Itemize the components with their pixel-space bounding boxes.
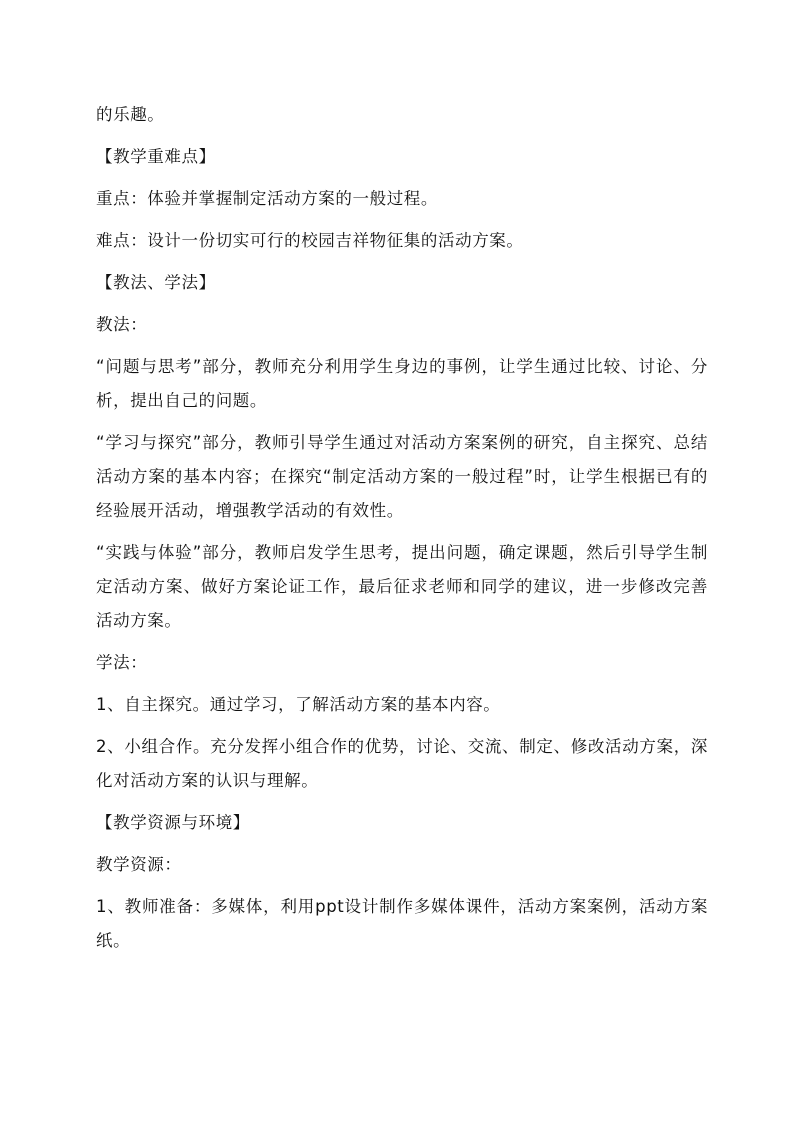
paragraph-study-explore: “学习与探究”部分，教师引导学生通过对活动方案案例的研究，自主探究、总结活动方案的基本内容；在探究“制定活动方案的一般过程”时，让学生根据已有的经验展开活动，增强教学活动的有效性。: [96, 433, 708, 520]
paragraph-key-point: 重点：体验并掌握制定活动方案的一般过程。: [96, 189, 438, 208]
section-heading-resources: 【教学资源与环境】: [96, 813, 250, 832]
paragraph-teacher-preparation: 1、教师准备：多媒体，利用ppt设计制作多媒体课件，活动方案案例，活动方案纸。: [96, 897, 708, 950]
subheading-teaching-resources: 教学资源：: [96, 855, 182, 874]
section-heading-methods: 【教法、学法】: [96, 273, 216, 292]
section-heading-key-points: 【教学重难点】: [96, 147, 216, 166]
paragraph-self-explore: 1、自主探究。通过学习，了解活动方案的基本内容。: [96, 695, 501, 714]
document-body: [96, 98, 708, 966]
subheading-learning-method: 学法：: [96, 653, 148, 672]
paragraph-continuation: 的乐趣。: [96, 105, 165, 124]
paragraph-question-thinking: “问题与思考”部分，教师充分利用学生身边的事例，让学生通过比较、讨论、分析，提出自己的问题。: [96, 357, 708, 410]
subheading-teaching-method: 教法：: [96, 315, 148, 334]
paragraph-difficult-point: 难点：设计一份切实可行的校园吉祥物征集的活动方案。: [96, 231, 524, 250]
paragraph-group-cooperation: 2、小组合作。充分发挥小组合作的优势，讨论、交流、制定、修改活动方案，深化对活动方案的认识与理解。: [96, 737, 708, 790]
paragraph-practice-experience: “实践与体验”部分，教师启发学生思考，提出问题，确定课题，然后引导学生制定活动方案、做好方案论证工作，最后征求老师和同学的建议，进一步修改完善活动方案。: [96, 543, 708, 630]
